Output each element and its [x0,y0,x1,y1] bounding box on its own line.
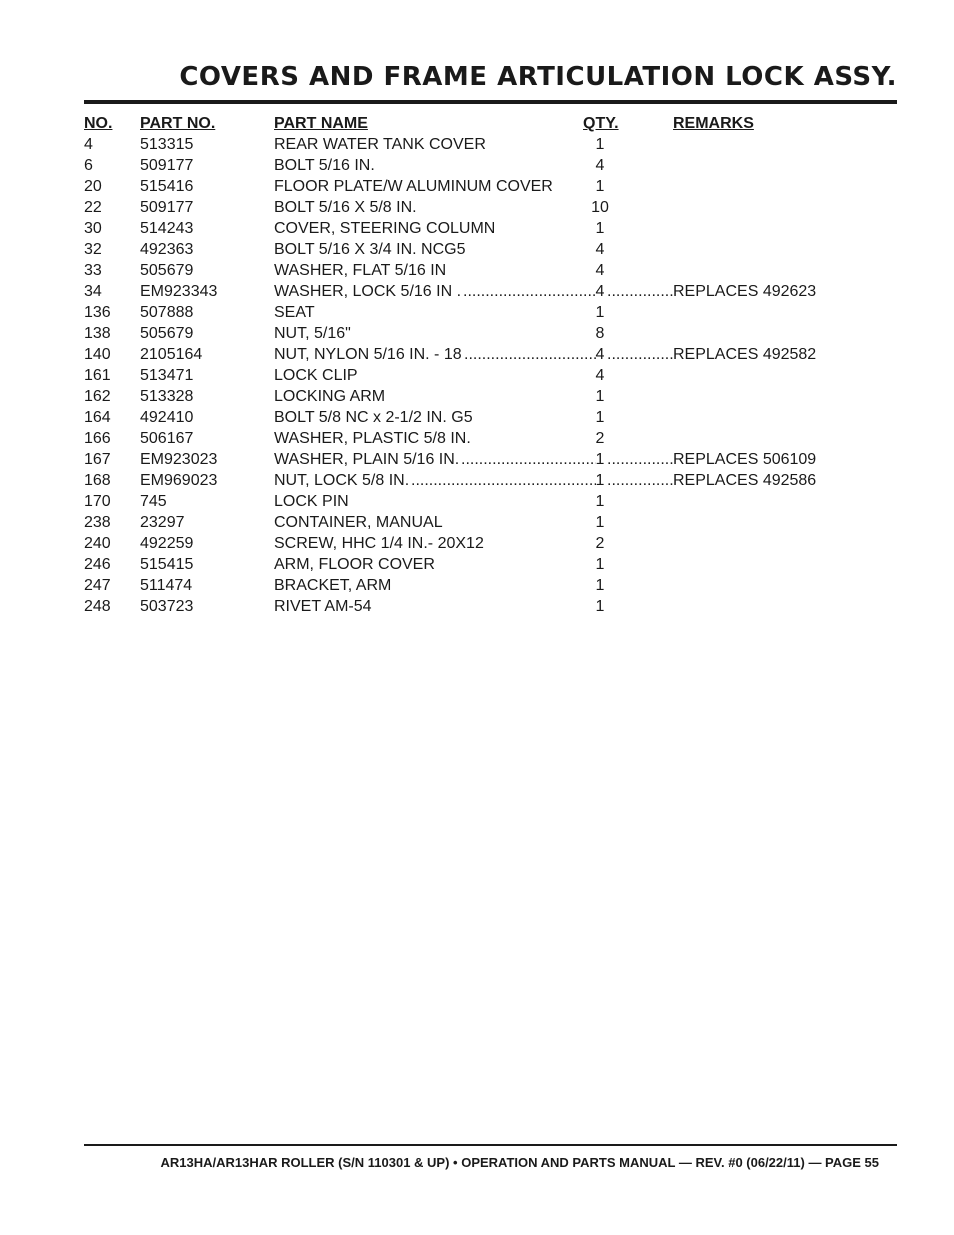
part-name-cell: REAR WATER TANK COVER [274,136,486,153]
part-name-cell: COVER, STEERING COLUMN [274,220,496,237]
table-row [84,491,897,512]
part-name-cell: BOLT 5/16 X 3/4 IN. NCG5 [274,241,466,258]
table-row [84,302,897,323]
part-no-cell: 515416 [140,178,194,195]
part-no-cell: 513315 [140,136,194,153]
qty-cell: 1 [595,514,605,531]
remarks-cell: REPLACES 492623 [673,283,817,300]
part-no-cell: 507888 [140,304,194,321]
part-no-cell: 506167 [140,430,194,447]
footer-divider [84,1144,897,1146]
part-number-index: 167 [84,451,111,468]
table-row [84,386,897,407]
part-no-cell: EM923343 [140,283,218,300]
header-part-no: PART NO. [140,115,216,132]
part-no-cell: 2105164 [140,346,203,363]
part-no-cell: 492363 [140,241,194,258]
part-no-cell: 514243 [140,220,194,237]
part-name-cell: WASHER, PLAIN 5/16 IN. [274,451,460,468]
part-number-index: 20 [84,178,102,195]
table-row [84,365,897,386]
part-no-cell: 509177 [140,157,194,174]
qty-cell: 4 [595,283,605,300]
part-number-index: 32 [84,241,102,258]
table-header [84,113,897,134]
remarks-cell: REPLACES 492586 [673,472,817,489]
part-name-cell: BOLT 5/8 NC x 2-1/2 IN. G5 [274,409,473,426]
dot-leader [464,344,596,365]
title-divider [84,100,897,104]
part-no-cell: 515415 [140,556,194,573]
part-no-cell: EM969023 [140,472,218,489]
part-no-cell: 505679 [140,325,194,342]
table-row [84,470,897,491]
page-footer: AR13HA/AR13HAR ROLLER (S/N 110301 & UP) • OPERATION AND PARTS MANUAL — REV. #0 (06/22/11) — PAGE 55 [160,1155,879,1170]
table-row [84,407,897,428]
part-no-cell: 492259 [140,535,194,552]
table-row [84,260,897,281]
table-row [84,596,897,617]
table-body [84,134,897,617]
dot-leader [411,470,596,491]
part-no-cell: 513328 [140,388,194,405]
qty-cell: 1 [595,493,605,510]
part-number-index: 34 [84,283,102,300]
dot-leader [607,344,673,365]
dot-leader [461,449,596,470]
part-no-cell: 509177 [140,199,194,216]
part-no-cell: 505679 [140,262,194,279]
qty-cell: 1 [595,451,605,468]
part-number-index: 138 [84,325,111,342]
header-part-name: PART NAME [274,115,368,132]
part-name-cell: WASHER, PLASTIC 5/8 IN. [274,430,471,447]
table-row [84,281,897,302]
dot-leader [607,449,673,470]
remarks-cell: REPLACES 492582 [673,346,817,363]
table-row [84,239,897,260]
qty-cell: 1 [595,388,605,405]
header-no: NO. [84,115,113,132]
part-number-index: 30 [84,220,102,237]
part-number-index: 164 [84,409,111,426]
dot-leader [607,470,673,491]
part-name-cell: CONTAINER, MANUAL [274,514,443,531]
part-name-cell: LOCKING ARM [274,388,386,405]
header-remarks: REMARKS [673,115,754,132]
part-name-cell: WASHER, LOCK 5/16 IN . [274,283,462,300]
qty-cell: 4 [595,262,605,279]
dot-leader [463,281,596,302]
part-name-cell: RIVET AM-54 [274,598,372,615]
qty-cell: 1 [595,598,605,615]
part-number-index: 22 [84,199,102,216]
header-qty: QTY. [583,115,619,132]
part-name-cell: FLOOR PLATE/W ALUMINUM COVER [274,178,553,195]
part-number-index: 6 [84,157,93,174]
part-no-cell: 511474 [140,577,193,594]
qty-cell: 4 [595,346,605,363]
table-row [84,575,897,596]
table-row [84,554,897,575]
part-number-index: 162 [84,388,111,405]
part-name-cell: NUT, LOCK 5/8 IN. [274,472,410,489]
part-number-index: 166 [84,430,111,447]
qty-cell: 4 [595,157,605,174]
part-number-index: 140 [84,346,111,363]
page-title: COVERS AND FRAME ARTICULATION LOCK ASSY. [179,62,897,92]
part-no-cell: 745 [140,493,167,510]
qty-cell: 2 [595,430,605,447]
part-name-cell: NUT, 5/16" [274,325,351,342]
table-row [84,449,897,470]
part-name-cell: BRACKET, ARM [274,577,392,594]
part-name-cell: ARM, FLOOR COVER [274,556,435,573]
part-number-index: 240 [84,535,111,552]
table-row [84,533,897,554]
part-number-index: 33 [84,262,102,279]
table-row [84,512,897,533]
qty-cell: 1 [595,472,605,489]
part-name-cell: SCREW, HHC 1/4 IN.- 20X12 [274,535,484,552]
part-no-cell: 492410 [140,409,194,426]
table-row [84,428,897,449]
part-name-cell: LOCK CLIP [274,367,358,384]
table-row [84,323,897,344]
part-number-index: 248 [84,598,111,615]
remarks-cell: REPLACES 506109 [673,451,817,468]
part-name-cell: LOCK PIN [274,493,349,510]
qty-cell: 1 [595,556,605,573]
part-number-index: 161 [84,367,111,384]
table-row [84,176,897,197]
qty-cell: 8 [595,325,605,342]
part-number-index: 170 [84,493,111,510]
qty-cell: 4 [595,241,605,258]
table-row [84,155,897,176]
table-row [84,197,897,218]
part-number-index: 168 [84,472,111,489]
dot-leader [607,281,673,302]
table-row [84,344,897,365]
part-number-index: 136 [84,304,111,321]
qty-cell: 1 [595,577,605,594]
part-no-cell: 503723 [140,598,194,615]
qty-cell: 1 [595,304,605,321]
part-name-cell: NUT, NYLON 5/16 IN. - 18 [274,346,462,363]
qty-cell: 10 [591,199,609,216]
part-no-cell: 513471 [140,367,194,384]
part-name-cell: BOLT 5/16 IN. [274,157,375,174]
part-number-index: 4 [84,136,93,153]
qty-cell: 1 [595,220,605,237]
part-number-index: 247 [84,577,111,594]
part-number-index: 238 [84,514,111,531]
part-no-cell: EM923023 [140,451,218,468]
part-number-index: 246 [84,556,111,573]
table-row [84,134,897,155]
qty-cell: 2 [595,535,605,552]
qty-cell: 1 [595,178,605,195]
qty-cell: 4 [595,367,605,384]
part-no-cell: 23297 [140,514,185,531]
parts-table [84,113,897,617]
part-name-cell: WASHER, FLAT 5/16 IN [274,262,447,279]
qty-cell: 1 [595,136,605,153]
part-name-cell: SEAT [274,304,315,321]
table-row [84,218,897,239]
part-name-cell: BOLT 5/16 X 5/8 IN. [274,199,417,216]
qty-cell: 1 [595,409,605,426]
